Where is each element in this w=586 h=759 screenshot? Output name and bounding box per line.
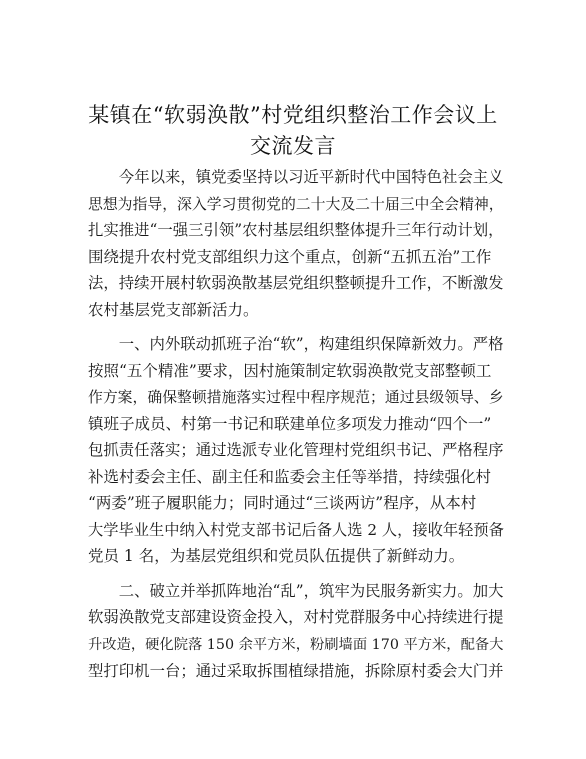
- text-line: 升改造，硬化院落 150 余平方米，粉刷墙面 170 平方米，配备大: [88, 636, 504, 653]
- document-body: [88, 164, 506, 693]
- text-line: 包抓责任落实；通过选派专业化管理村党组织书记、严格程序: [88, 441, 504, 459]
- text-line: 二、破立并举抓阵地治“乱”，筑牢为民服务新实力。加大: [118, 581, 504, 600]
- paragraph-intro: [88, 164, 506, 323]
- title-line-1: 某镇在“软弱涣散”村党组织整治工作会议上: [88, 103, 498, 127]
- text-line: 作方案，确保整顿措施落实过程中程序规范；通过县级领导、乡: [88, 388, 504, 406]
- text-line: 软弱涣散党支部建设资金投入，对村党群服务中心持续进行提: [88, 608, 504, 626]
- text-line: 型打印机一台；通过采取拆围植绿措施，拆除原村委会大门并: [88, 662, 504, 680]
- text-line: 扎实推进“一强三引领”农村基层组织整体提升三年行动计划，: [88, 221, 504, 239]
- paragraph-section-one: [88, 331, 506, 570]
- paragraph-section-two: [88, 578, 506, 685]
- text-line: 法，持续开展村软弱涣散基层党组织整顿提升工作，不断激发: [88, 274, 504, 292]
- text-line: 思想为指导，深入学习贯彻党的二十大及二十届三中全会精神，: [88, 194, 504, 213]
- text-line: 今年以来，镇党委坚持以习近平新时代中国特色社会主义: [118, 168, 504, 186]
- text-line: 大学毕业生中纳入村党支部书记后备人选 2 人，接收年轻预备: [88, 520, 504, 539]
- text-line: “两委”班子履职能力；同时通过“三谈两访”程序，从本村: [88, 494, 477, 512]
- text-line: 农村基层党支部新活力。: [88, 300, 259, 319]
- text-line: 按照“五个精准”要求，因村施策制定软弱涣散党支部整顿工: [88, 361, 492, 380]
- text-line: 党员 1 名，为基层党组织和党员队伍提供了新鲜动力。: [88, 547, 465, 565]
- title-line-2: 交流发言: [250, 134, 336, 158]
- document-title: [60, 100, 526, 162]
- text-line: 镇班子成员、村第一书记和联建单位多项发力推动“四个一”: [88, 414, 492, 433]
- text-line: 围绕提升农村党支部组织力这个重点，创新“五抓五治”工作: [88, 247, 492, 266]
- text-line: 补选村委会主任、副主任和监委会主任等举措，持续强化村: [88, 467, 492, 486]
- text-line: 一、内外联动抓班子治“软”，构建组织保障新效力。严格: [118, 335, 504, 353]
